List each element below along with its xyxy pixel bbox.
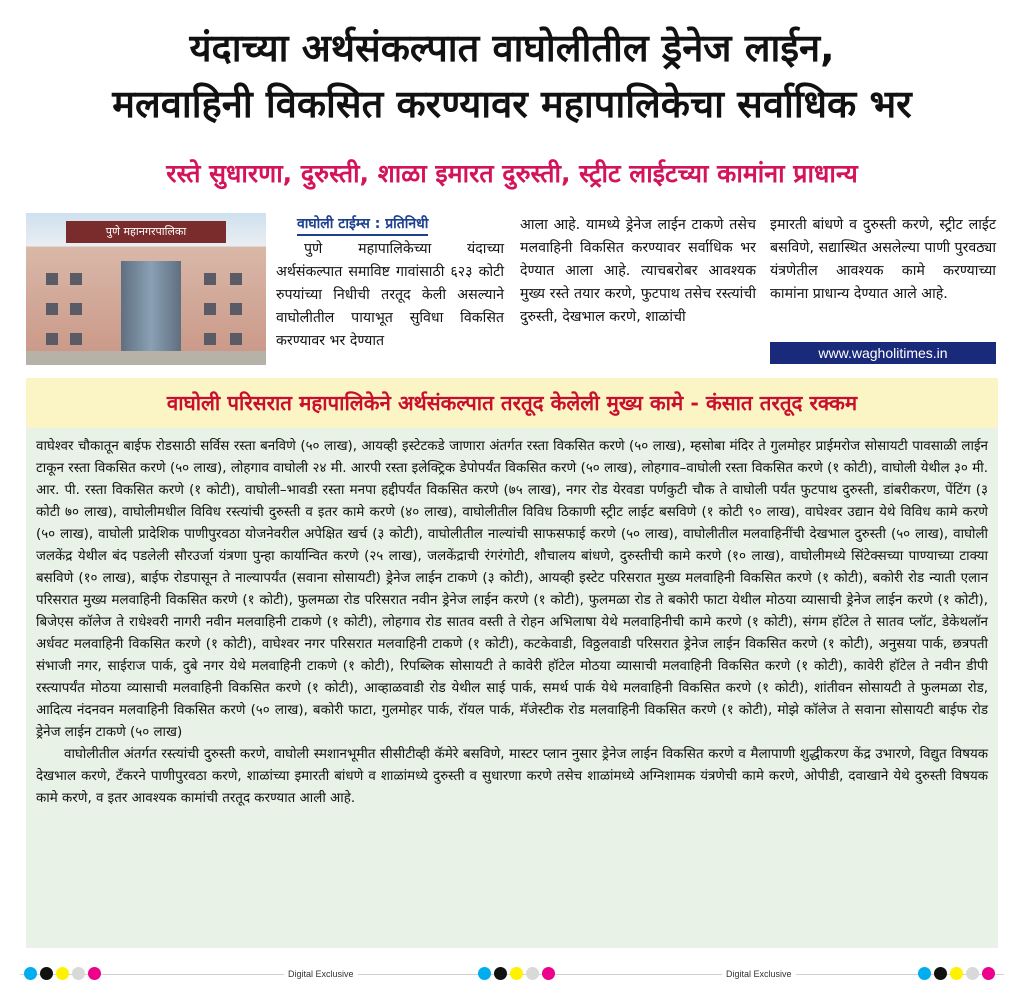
- footer-label-right: Digital Exclusive: [722, 968, 796, 980]
- provisions-box-title: वाघोली परिसरात महापालिकेने अर्थसंकल्पात तरतूद केलेली मुख्य कामे - कंसात तरतूद रक्कम: [26, 378, 998, 428]
- headline-line-2: मलवाहिनी विकसित करण्यावर महापालिकेचा सर्वाधिक भर: [112, 82, 912, 126]
- color-registration-dots-center: [478, 967, 558, 986]
- window: [46, 303, 58, 315]
- website-link[interactable]: www.wagholitimes.in: [770, 342, 996, 364]
- window: [230, 273, 242, 285]
- registration-dot-icon: [918, 967, 931, 980]
- article-col1-text: पुणे महापालिकेच्या यंदाच्या अर्थसंकल्पात समाविष्ट गावांसाठी ६२३ कोटी रुपयांच्या निधीची तरतूद केली असल्याने वाघोलीतील पायाभूत सुविधा विकसित करण्यावर भर देण्यात: [276, 241, 504, 349]
- registration-dot-icon: [494, 967, 507, 980]
- headline: [0, 20, 1024, 132]
- registration-dot-icon: [542, 967, 555, 980]
- window: [70, 273, 82, 285]
- provisions-box: [26, 378, 998, 948]
- building-sign: पुणे महानगरपालिका: [66, 221, 226, 243]
- building-glass-facade: [121, 261, 181, 365]
- registration-dot-icon: [526, 967, 539, 980]
- registration-dot-icon: [40, 967, 53, 980]
- article-column-2: [520, 214, 756, 329]
- window: [204, 303, 216, 315]
- window: [70, 333, 82, 345]
- footer-label-left: Digital Exclusive: [284, 968, 358, 980]
- building-photo: [26, 213, 266, 365]
- building-ground: [26, 351, 266, 365]
- registration-dot-icon: [24, 967, 37, 980]
- window: [204, 333, 216, 345]
- registration-dot-icon: [56, 967, 69, 980]
- footer: [0, 962, 1024, 988]
- provisions-paragraph-2: वाघोलीतील अंतर्गत रस्त्यांची दुरुस्ती करणे, वाघोली स्मशानभूमीत सीसीटीव्ही कॅमेरे बसविणे, मास्टर प्लान नुसार ड्रेनेज लाईन विकसित करणे व मैलापाणी शुद्धीकरण केंद्र उभारणे, विद्युत विषयक देखभाल करणे, टँकरने पाणीपुरवठा करणे, शाळांच्या इमारती बांधणे व शाळांमध्ये दुरुस्ती व सुधारणा करणे तसेच शाळांमध्ये अग्निशामक यंत्रणेची कामे करणे, ओपीडी, दवाखाने येथे दुरुस्ती विषयक कामे करणे, व इतर आवश्यक कामांची तरतूद करण्यात आली आहे.: [36, 747, 988, 806]
- provisions-box-body: [36, 436, 988, 810]
- provisions-paragraph-1: वाघेश्वर चौकातून बाईफ रोडसाठी सर्विस रस्ता बनविणे (५० लाख), आयव्ही इस्टेटकडे जाणारा अंतर्गत रस्ता विकसित करणे (५० लाख), म्हसोबा मंदिर ते गुलमोहर प्राईमरोज सोसायटी पावसाळी लाईन टाकून रस्ता विकसित करणे (५० लाख), लोहगाव वाघोली २४ मी. आरपी रस्ता इलेक्ट्रिक डेपोपर्यंत विकसित करणे (५० लाख), लोहगाव–वाघोली रस्ता विकसित करणे (१ कोटी), वाघोली येथील ३० मी. आर. पी. रस्ता विकसित करणे (१ कोटी), वाघोली–भावडी रस्ता मनपा हद्दीपर्यंत विकसित करणे (७५ लाख), नगर रोड येरवडा पर्णकुटी चौक ते वाघोली पर्यंत फुटपाथ दुरुस्ती, डांबरीकरण, पेंटिंग (३ कोटी ७० लाख), वाघोलीमधील विविध रस्त्यांची दुरुस्ती व इतर कामे करणे (४० लाख), वाघोलीतील विविध ठिकाणी स्ट्रीट लाईट बसविणे (१ कोटी ९० लाख), वाघेश्वर उद्यान येथे विविध कामे करणे (५० लाख), वाघोली प्रादेशिक पाणीपुरवठा योजनेवरील अपेक्षित खर्च (३ कोटी), वाघोलीतील नाल्यांची साफसफाई करणे (५० लाख), वाघोलीतील मलवाहिनींची देखभाल दुरुस्ती (५० लाख), वाघोली जलकेंद्र येथील बंद पडलेली सौरउर्जा यंत्रणा पुन्हा कार्यान्वित करणे (२५ लाख), जलकेंद्राची रंगरंगोटी, शौचालय बांधणे, दुरुस्तीची कामे करणे (१० लाख), वाघोलीमध्ये सिंटेक्सच्या पाण्याच्या टाक्या बसविणे (१० लाख), बाईफ रोडपासून ते नाल्यापर्यंत (सवाना सोसायटी) ड्रेनेज लाईन टाकणे (३ कोटी), आयव्ही इस्टेट परिसरात मुख्य मलवाहिनी विकसित करणे (१ कोटी), बकोरी रोड न्याती एलान परिसरात मुख्य मलवाहिनी विकसित करणे (१ कोटी), फुलमळा रोड परिसरात नवीन ड्रेनेज लाईन करणे (१ कोटी), फुलमळा रोड ते बकोरी फाटा येथील मोठया व्यासाची ड्रेनेज लाईन करणे (१ कोटी), बिजेएस कॉलेज ते राधेश्वरी नागरी नवीन मलवाहिनी टाकणे (१ कोटी), लोहगाव रोड सातव वस्ती ते रोहन अभिलाषा येथे मलवाहिनीची कामे करणे (१ कोटी), संगम हॉटेल ते सातव प्लॉट, डेकेथलॉन अर्धवट मलवाहिनी विकसित करणे (१ कोटी), वाघेश्वर नगर परिसरात मलवाहिनी टाकणे (१ कोटी), कटकेवाडी, विठ्ठलवाडी परिसरात ड्रेनेज लाईन विकसित करणे (१ कोटी), अनुसया पार्क, छत्रपती संभाजी नगर, साईराज पार्क, दुबे नगर येथे मलवाहिनी टाकणे (१ कोटी), रिपब्लिक सोसायटी ते कावेरी हॉटेल मोठया व्यासाची मलवाहिनी विकसित करणे (१ कोटी), कावेरी हॉटेल ते नवीन डीपी रस्त्यापर्यंत मोठया व्यासाची मलवाहिनी विकसित करणे (१ कोटी), आव्हाळवाडी रोड येथील साई पार्क, समर्थ पार्क येथे मलवाहिनी विकसित करणे (१ कोटी), शांतीवन सोसायटी ते फुलमळा रोड, आदित्य नंदनवन मलवाहिनी विकसित करणे (५० लाख), बकोरी फाटा, गुलमोहर पार्क, रॉयल पार्क, मॅजेस्टीक रोड मलवाहिनी विकसित करणे (१ कोटी), मोझे कॉलेज ते सवाना सोसायटी बाईफ रोड ड्रेनेज लाईन टाकणे (५० लाख): [36, 439, 988, 740]
- window: [230, 333, 242, 345]
- registration-dot-icon: [982, 967, 995, 980]
- subheadline: रस्ते सुधारणा, दुरुस्ती, शाळा इमारत दुरुस्ती, स्ट्रीट लाईटच्या कामांना प्राधान्य: [166, 159, 858, 188]
- registration-dot-icon: [510, 967, 523, 980]
- article-column-1: [276, 238, 504, 353]
- registration-dot-icon: [72, 967, 85, 980]
- article-column-3: [770, 214, 996, 306]
- window: [204, 273, 216, 285]
- registration-dot-icon: [934, 967, 947, 980]
- color-registration-dots-right: [918, 967, 998, 986]
- article-col3-text: इमारती बांधणे व दुरुस्ती करणे, स्ट्रीट लाईट बसविणे, सद्यास्थित असलेल्या पाणी पुरवठ्या यंत्रणेतील आवश्यक कामे करण्याच्या कामांना प्राधान्य देण्यात आले आहे.: [770, 217, 996, 302]
- article-col2-text: आला आहे. यामध्ये ड्रेनेज लाईन टाकणे तसेच मलवाहिनी विकसित करण्यावर सर्वाधिक भर देण्यात आला आहे. त्याचबरोबर आवश्यक मुख्य रस्ते तयार करणे, फुटपाथ तसेच रस्त्यांची दुरुस्ती, देखभाल करणे, शाळांची: [520, 217, 756, 325]
- registration-dot-icon: [478, 967, 491, 980]
- registration-dot-icon: [950, 967, 963, 980]
- color-registration-dots-left: [24, 967, 104, 986]
- window: [70, 303, 82, 315]
- window: [46, 273, 58, 285]
- headline-line-1: यंदाच्या अर्थसंकल्पात वाघोलीतील ड्रेनेज लाईन,: [189, 26, 835, 70]
- window: [46, 333, 58, 345]
- registration-dot-icon: [88, 967, 101, 980]
- window: [230, 303, 242, 315]
- byline: वाघोली टाईम्स : प्रतिनिधी: [297, 214, 428, 236]
- registration-dot-icon: [966, 967, 979, 980]
